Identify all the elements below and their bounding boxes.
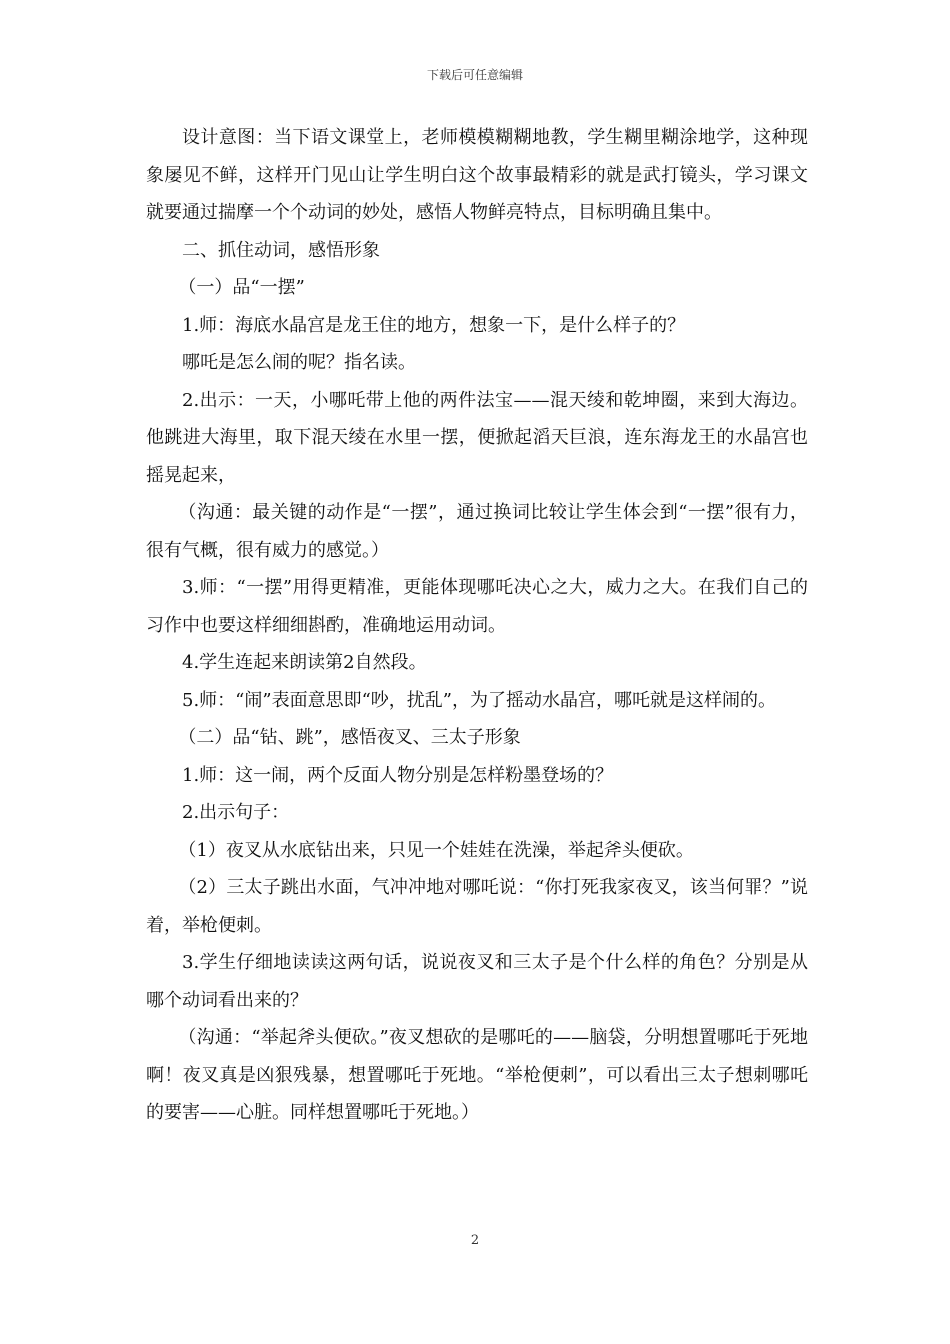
- paragraph: 3.师：“一摆”用得更精准，更能体现哪吒决心之大，威力之大。在我们自己的习作中也要这样细细斟酌，准确地运用动词。: [146, 577, 808, 636]
- paragraph: （1）夜叉从水底钻出来，只见一个娃娃在洗澡，举起斧头便砍。: [178, 839, 694, 861]
- paragraph: 2.出示句子：: [182, 802, 290, 823]
- paragraph: （2）三太子跳出水面，气冲冲地对哪吒说：“你打死我家夜叉，该当何罪？”说着，举枪便刺。: [146, 877, 808, 936]
- paragraph: 2.出示：一天，小哪吒带上他的两件法宝——混天绫和乾坤圈，来到大海边。他跳进大海里，取下混天绫在水里一摆，便掀起滔天巨浪，连东海龙王的水晶宫也摇晃起来，: [146, 389, 808, 486]
- design-intent-paragraph: 设计意图：当下语文课堂上，老师模模糊糊地教，学生糊里糊涂地学，这种现象屡见不鲜，这样开门见山让学生明白这个故事最精彩的就是武打镜头，学习课文就要通过揣摩一个个动词的妙处，感悟人物鲜亮特点，目标明确且集中。: [146, 127, 808, 223]
- paragraph: 4.学生连起来朗读第2自然段。: [182, 652, 427, 673]
- document-body: [146, 119, 808, 1132]
- paragraph: 1.师：这一闹，两个反面人物分别是怎样粉墨登场的？: [182, 764, 614, 786]
- paragraph: （沟通：“举起斧头便砍。”夜叉想砍的是哪吒的——脑袋，分明想置哪吒于死地啊！夜叉真是凶狠残暴，想置哪吒于死地。“举枪便刺”，可以看出三太子想刺哪吒的要害——心脏。同样想置哪吒于死地。）: [146, 1027, 808, 1123]
- subsection-heading: （二）品“钻、跳”，感悟夜叉、三太子形象: [178, 727, 521, 748]
- paragraph: 哪吒是怎么闹的呢？指名读。: [182, 352, 416, 373]
- paragraph: 3.学生仔细地读读这两句话，说说夜叉和三太子是个什么样的角色？分别是从哪个动词看出来的？: [146, 952, 808, 1011]
- page-header: 下载后可任意编辑: [426, 68, 523, 82]
- section-heading: 二、抓住动词，感悟形象: [182, 239, 380, 261]
- paragraph: （沟通：最关键的动作是“一摆”，通过换词比较让学生体会到“一摆”很有力，很有气概，很有威力的感觉。）: [146, 502, 808, 561]
- subsection-heading: （一）品“一摆”: [178, 277, 305, 298]
- page-number: 2: [470, 1233, 480, 1248]
- paragraph: 1.师：海底水晶宫是龙王住的地方，想象一下，是什么样子的？: [182, 314, 686, 336]
- paragraph: 5.师：“闹”表面意思即“吵，扰乱”，为了摇动水晶宫，哪吒就是这样闹的。: [182, 689, 776, 711]
